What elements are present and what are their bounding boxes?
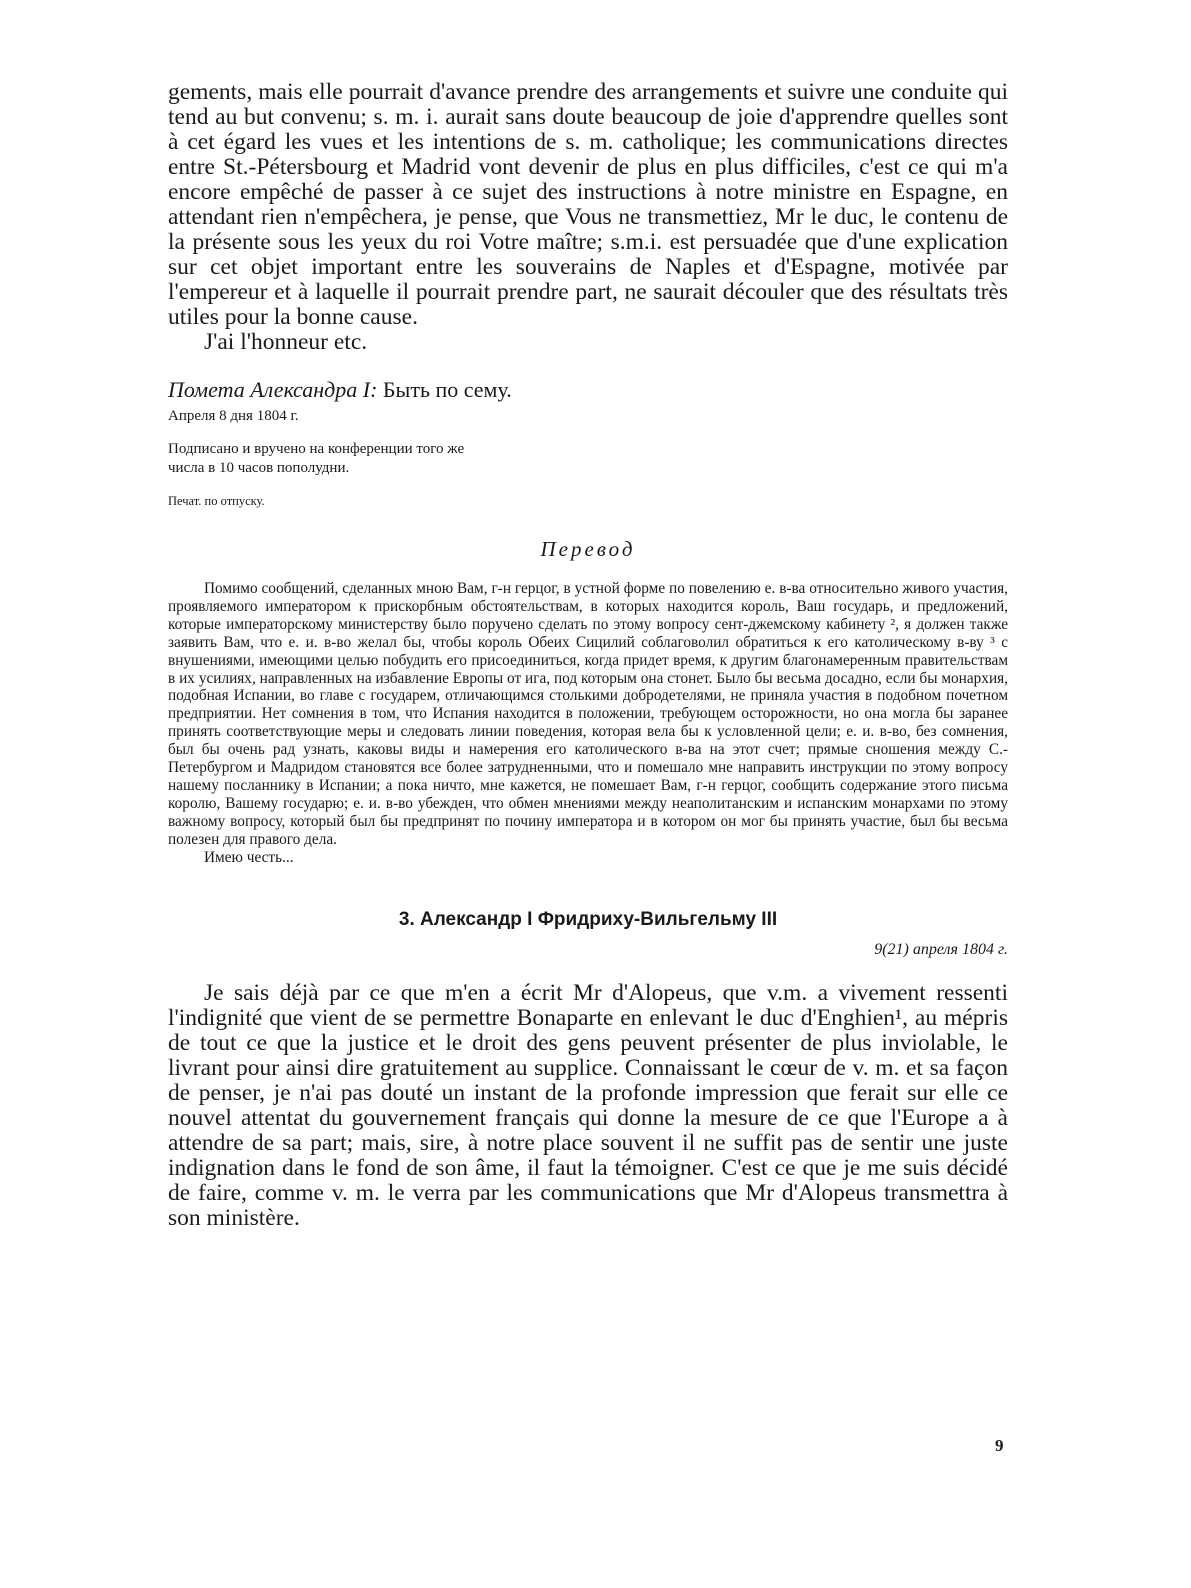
section-paragraph: Je sais déjà par ce que m'en a écrit Mr d'Alopeus, que v.m. a vivement ressenti l'indignité que vient de se permettre Bonaparte en enlevant le duc d'Enghien¹, au mépris de tout ce que la justice et le droit des gens peuvent présenter de plus inviolable, le livrant pour ainsi dire gratuitement au supplice. Connaissant le cœur de v. m. et sa façon de penser, je n'ai pas douté un instant de la profonde impression que ferait sur elle ce nouvel attentat du gouvernement français qui donne la mesure de ce que l'Europe a à attendre de sa part; mais, sire, à notre place souvent il ne suffit pas de sentir une juste indignation dans le fond de son âme, il faut la témoigner. C'est ce que je me suis décidé de faire, comme v. m. le verra par les communications que Mr d'Alopeus transmettra à son ministère.	[168, 979, 1008, 1231]
translation-paragraph: Помимо сообщений, сделанных мною Вам, г-н герцог, в устной форме по повелению е. в-ва относительно живого участия, проявляемого императором к прискорбным обстоятельствам, в которых находится король, Ваш государь, и предложений, которые императорскому министерству было поручено сделать по этому вопросу сент-джемскому кабинету ², я должен также заявить Вам, что е. и. в-во желал бы, чтобы король Обеих Сицилий соблаговолил обратиться к его католическому в-ву ³ с внушениями, имеющими целью побудить его присоединиться, когда придет время, к другим благонамеренным правительствам в их усилиях, направленных на избавление Европы от ига, под которым она стонет. Было бы весьма досадно, если бы монархия, подобная Испании, во главе с государем, отличающимся столькими добродетелями, не приняла участия в подобном почетном предприятии. Нет сомнения в том, что Испания находится в положении, требующем осторожности, но она могла бы заранее принять соответствующие меры и следовать линии поведения, которая вела бы к условленной цели; е. и. в-во, без сомнения, был бы очень рад узнать, каковы виды и намерения его католического в-ва на этот счет; прямые сношения между С.-Петербургом и Мадридом становятся все более затрудненными, что и помешало мне направить инструкции по этому вопросу нашему посланнику в Испании; а пока ничто, мне кажется, не помешает Вам, г-н герцог, сообщить содержание этого письма королю, Вашему государю; е. и. в-во убежден, что обмен мнениями между неаполитанским и испанским монархами по этому важному вопросу, который был бы предпринят по почину императора и в котором он мог бы принять участие, был бы весьма полезен для правого дела.	[168, 580, 1008, 848]
french-letter-paragraph: gements, mais elle pourrait d'avance prendre des arrangements et suivre une conduite qui tend au but convenu; s. m. i. aurait sans doute beaucoup de joie d'apprendre quelles sont à cet égard les vues et les intentions de s. m. catholique; les communications directes entre St.-Pétersbourg et Madrid vont devenir de plus en plus difficiles, c'est ce qui m'a encore empêché de passer à ce sujet des instructions à notre ministre en Espagne, en attendant rien n'empêchera, je pense, que Vous ne transmettiez, Mr le duc, le contenu de la présente sous les yeux du roi Votre maître; s.m.i. est persuadée que d'une explication sur cet objet important entre les souverains de Naples et d'Espagne, motivée par l'empereur et à laquelle il pourrait prendre part, ne saurait découler que des résultats très utiles pour la bonne cause.	[168, 79, 1008, 330]
page-number: 9	[995, 1436, 1004, 1455]
signed-note-line-2: числа в 10 часов пополудни.	[168, 460, 350, 476]
annotation-date: Апреля 8 дня 1804 г.	[168, 408, 299, 424]
section-title: 3. Александр I Фридриху-Вильгельму III	[398, 908, 778, 930]
source-note: Печат. по отпуску.	[168, 494, 265, 508]
annotation-label: Помета Александра I:	[168, 377, 378, 402]
french-letter-closing: J'ai l'honneur etc.	[204, 329, 368, 355]
document-page	[168, 80, 1008, 1231]
translation-heading: Перевод	[540, 537, 636, 561]
section-date: 9(21) апреля 1804 г.	[874, 940, 1008, 958]
annotation-line	[168, 377, 1008, 403]
translation-closing: Имею честь...	[204, 848, 294, 866]
signed-note-line-1: Подписано и вручено на конференции того же	[168, 441, 465, 457]
annotation-text: Быть по сему.	[377, 377, 512, 402]
